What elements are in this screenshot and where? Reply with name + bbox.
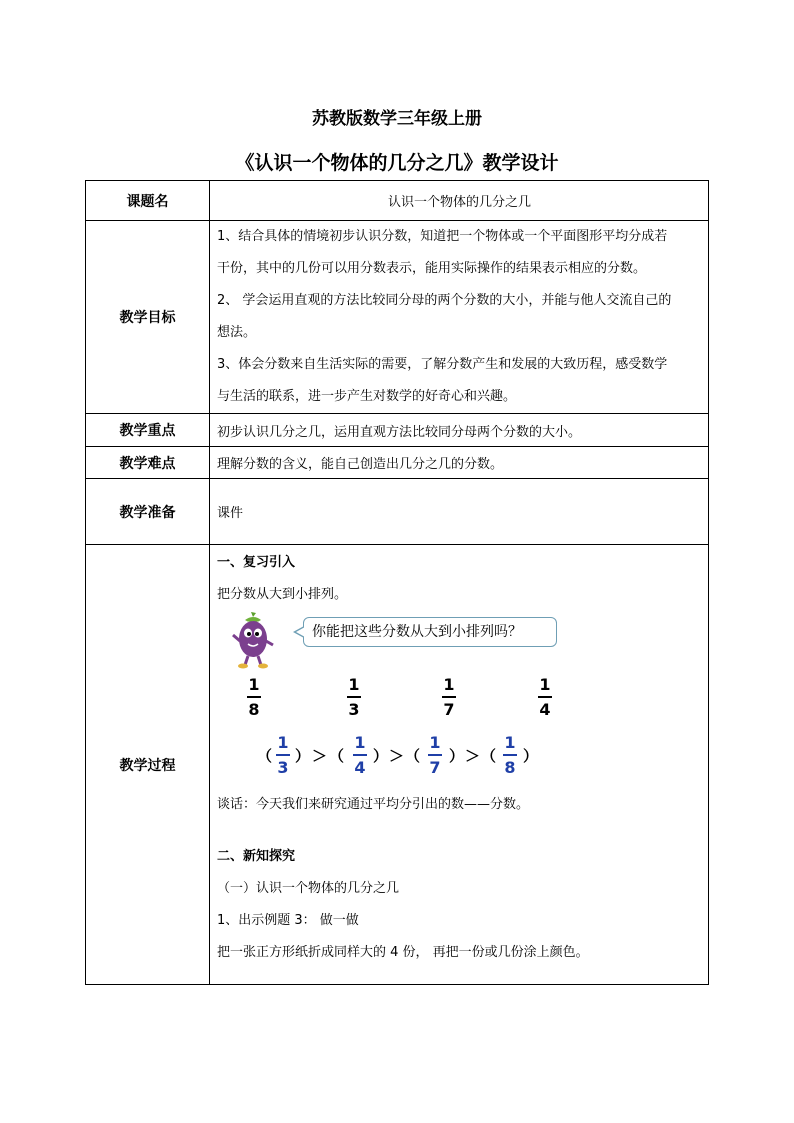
label-difficulties: 教学难点 bbox=[86, 447, 210, 479]
close-paren: ） bbox=[295, 747, 311, 765]
fraction: 1 4 bbox=[539, 675, 551, 719]
value-preparation: 课件 bbox=[210, 479, 709, 545]
open-paren: （ bbox=[329, 747, 345, 765]
label-goals: 教学目标 bbox=[86, 221, 210, 414]
ordered-fraction: 1 7 bbox=[429, 733, 441, 777]
open-paren: （ bbox=[481, 747, 497, 765]
close-paren: ） bbox=[449, 747, 465, 765]
row-key-points bbox=[86, 414, 709, 447]
fraction: 1 7 bbox=[443, 675, 455, 719]
open-paren: （ bbox=[405, 747, 421, 765]
document-title: 苏教版数学三年级上册 bbox=[312, 109, 482, 129]
spacer bbox=[217, 821, 702, 841]
ordered-fractions bbox=[217, 727, 702, 789]
goal-line: 干份，其中的几份可以用分数表示，能用实际操作的结果表示相应的分数。 bbox=[217, 261, 647, 276]
document-subtitle: 《认识一个物体的几分之几》教学设计 bbox=[235, 152, 559, 174]
greater-than-sign: ＞ bbox=[465, 747, 481, 765]
greater-than-sign: ＞ bbox=[389, 747, 405, 765]
goal-line: 2、 学会运用直观的方法比较同分母的两个分数的大小，并能与他人交流自己的 bbox=[217, 293, 672, 308]
talk-text: 谈话：今天我们来研究通过平均分引出的数——分数。 bbox=[217, 797, 530, 812]
close-paren: ） bbox=[523, 747, 539, 765]
fraction: 1 3 bbox=[348, 675, 360, 719]
example-text: 1、出示例题 3： 做一做 bbox=[217, 913, 359, 928]
value-key-points: 初步认识几分之几，运用直观方法比较同分母两个分数的大小。 bbox=[210, 414, 709, 447]
row-topic bbox=[86, 181, 709, 221]
label-key-points: 教学重点 bbox=[86, 414, 210, 447]
label-topic: 课题名 bbox=[86, 181, 210, 221]
instruction-text: 把一张正方形纸折成同样大的 4 份， 再把一份或几份涂上颜色。 bbox=[217, 945, 589, 960]
goal-line: 1、结合具体的情境初步认识分数，知道把一个物体或一个平面图形平均分成若 bbox=[217, 229, 668, 244]
goal-line: 与生活的联系，进一步产生对数学的好奇心和兴趣。 bbox=[217, 389, 517, 404]
speech-illustration bbox=[217, 611, 702, 669]
ordered-fraction: 1 8 bbox=[504, 733, 516, 777]
eggplant-mascot-icon bbox=[231, 611, 275, 669]
section2-heading: 二、新知探究 bbox=[217, 849, 296, 864]
lesson-plan-table bbox=[85, 180, 709, 985]
fraction: 1 8 bbox=[248, 675, 260, 719]
section1-heading: 一、复习引入 bbox=[217, 555, 296, 570]
row-difficulties bbox=[86, 447, 709, 479]
subsection-text: （一）认识一个物体的几分之几 bbox=[217, 881, 400, 896]
label-process: 教学过程 bbox=[86, 545, 210, 985]
greater-than-sign: ＞ bbox=[312, 747, 328, 765]
value-process bbox=[210, 545, 709, 985]
value-difficulties: 理解分数的含义，能自己创造出几分之几的分数。 bbox=[210, 447, 709, 479]
goal-line: 3、体会分数来自生活实际的需要，了解分数产生和发展的大致历程，感受数学 bbox=[217, 357, 668, 372]
task-text: 把分数从大到小排列。 bbox=[217, 587, 348, 602]
goal-line: 想法。 bbox=[217, 325, 257, 340]
speech-bubble: 你能把这些分数从大到小排列吗？ bbox=[303, 617, 557, 647]
value-goals bbox=[210, 221, 709, 414]
fraction-list bbox=[217, 669, 702, 727]
row-process bbox=[86, 545, 709, 985]
ordered-fraction: 1 4 bbox=[354, 733, 366, 777]
row-preparation bbox=[86, 479, 709, 545]
row-goals bbox=[86, 221, 709, 414]
ordered-fraction: 1 3 bbox=[277, 733, 289, 777]
close-paren: ） bbox=[373, 747, 389, 765]
value-topic: 认识一个物体的几分之几 bbox=[210, 181, 709, 221]
label-preparation: 教学准备 bbox=[86, 479, 210, 545]
open-paren: （ bbox=[257, 747, 273, 765]
bubble-tail-inner bbox=[296, 627, 305, 637]
